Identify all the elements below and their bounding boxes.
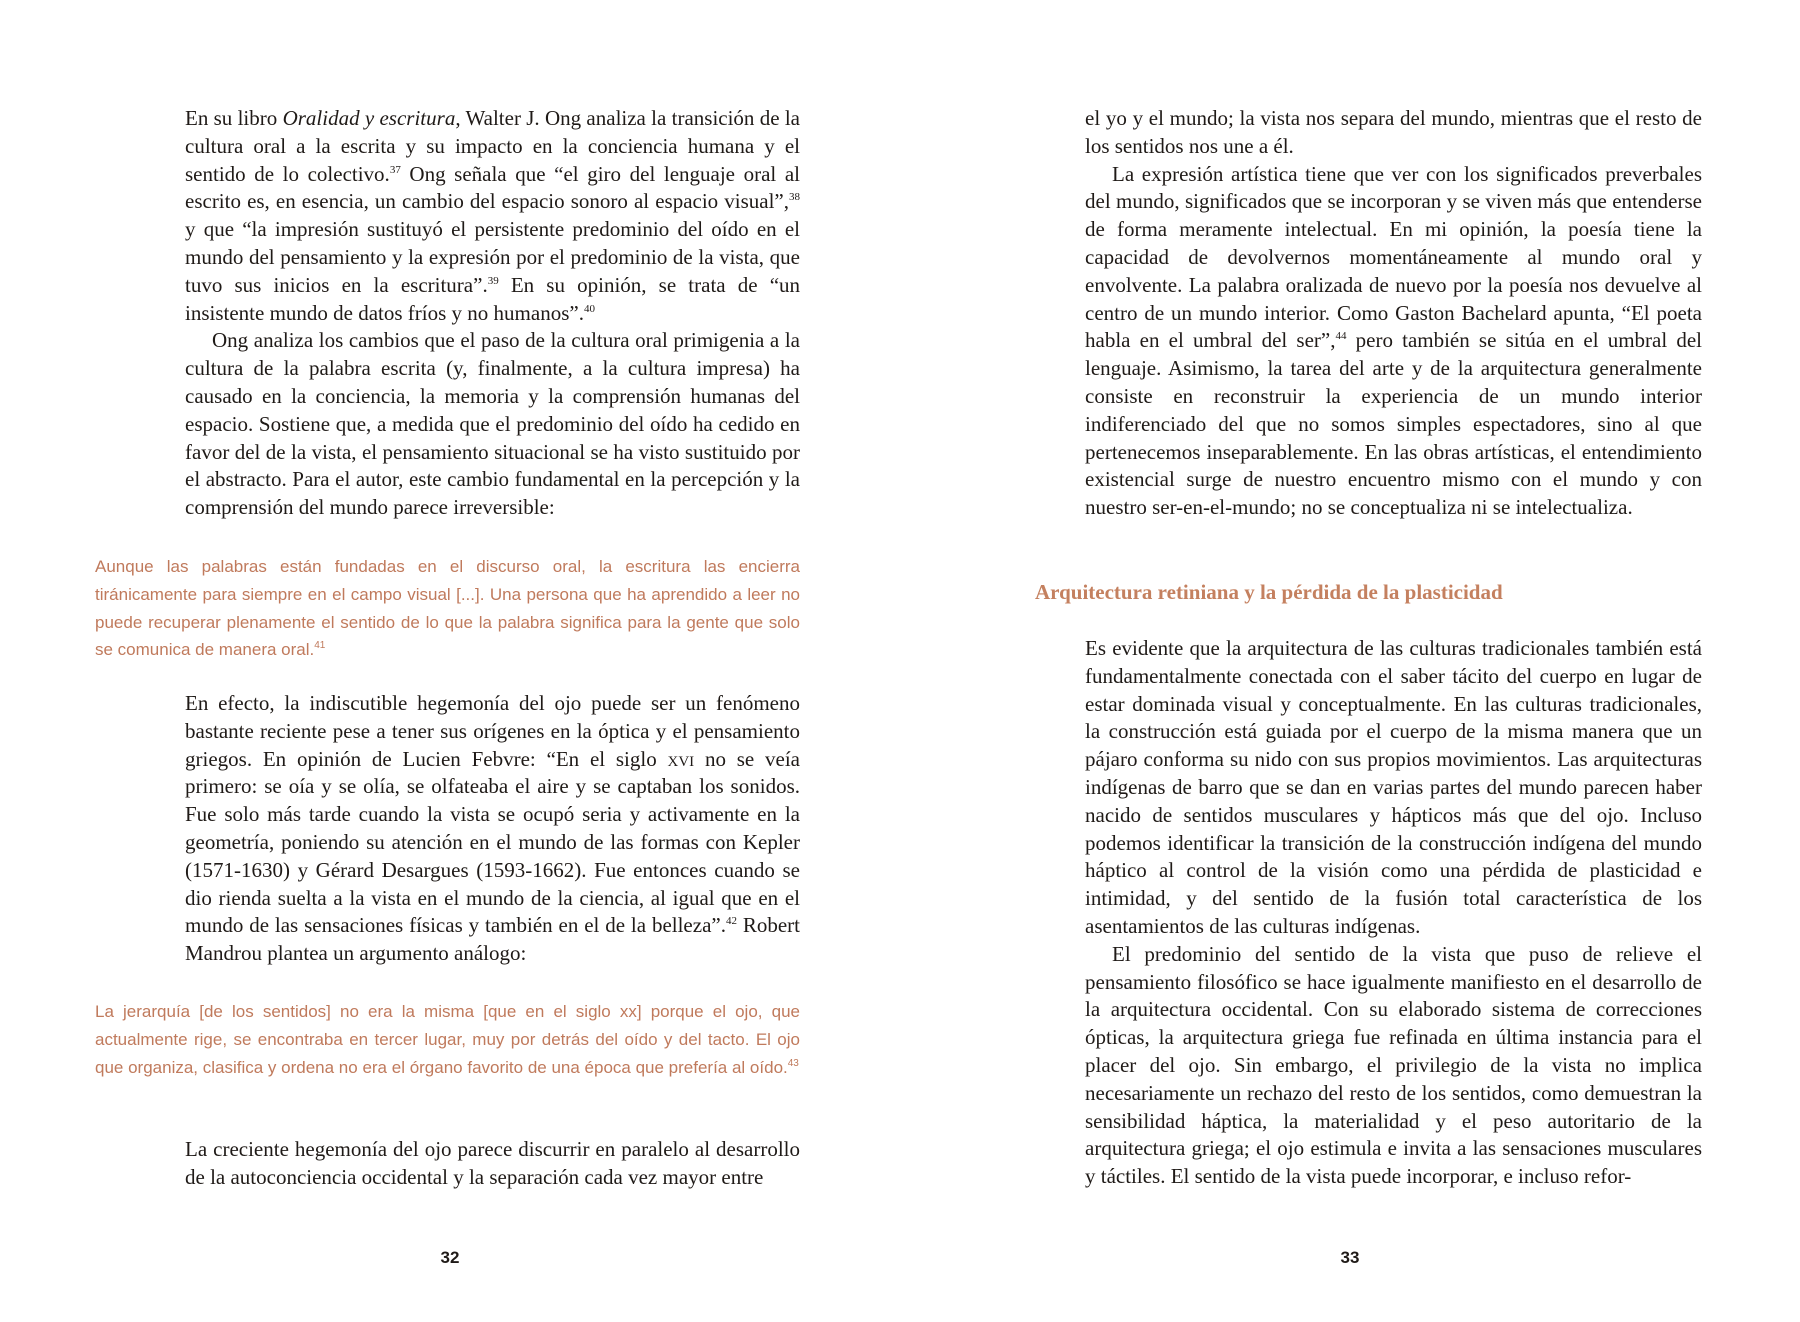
right-paragraph-1: el yo y el mundo; la vista nos separa del mundo, mientras que el resto de los sentidos nos une a él. — [1085, 106, 1702, 158]
right-page — [900, 0, 1800, 1322]
left-body-middle — [185, 690, 800, 968]
right-paragraph-4: El predominio del sentido de la vista que puso de relieve el pensamiento filosófico se hace igualmente manifiesto en el desarrollo de la arquitectura occidental. Con su elaborado sistema de correcciones ópticas, la arquitectura griega fue refinada en última instancia para el placer del ojo. Sin embargo, el privilegio de la vista no implica necesariamente un rechazo del resto de los sentidos, como demuestran la sensibilidad háptica, la materialidad y el peso autoritario de la arquitectura griega; el ojo estimula e invita a las sensaciones musculares y táctiles. El sentido de la vista puede incorporar, e incluso refor- — [1085, 941, 1702, 1189]
left-paragraph-2: Ong analiza los cambios que el paso de la cultura oral primigenia a la cultura de la palabra escrita (y, finalmente, a la cultura impresa) ha causado en la conciencia, la memoria y la comprensión humanas del espacio. Sostiene que, a medida que el predominio del oído ha cedido en favor del de la vista, el pensamiento situacional se ha visto sustituido por el abstracto. Para el autor, este cambio fundamental en la percepción y la comprensión del mundo parece irreversible: — [185, 328, 800, 520]
left-paragraph-3: En efecto, la indiscutible hegemonía del ojo puede ser un fenómeno bastante reciente pese a tener sus orígenes en la óptica y el pensamiento griegos. En opinión de Lucien Febvre: “En el siglo xvi no se veía primero: se oía y se olía, se olfateaba el aire y se captaban los sonidos. Fue solo más tarde cuando la vista se ocupó seria y activamente en la geometría, poniendo su atención en el mundo de las formas con Kepler (1571-1630) y Gérard Desargues (1593-1662). Fue entonces cuando se dio rienda suelta a la vista en el mundo de la ciencia, al igual que en el mundo de las sensaciones físicas y también en el de la belleza”.$^{42}$ Robert Mandrou plantea un argumento análogo: — [185, 691, 800, 966]
block-quote-2: La jerarquía [de los sentidos] no era la misma [que en el siglo xx] porque el ojo, que actualmente rige, se encontraba en tercer lugar, muy por detrás del oído y del tacto. El ojo que organiza, clasifica y ordena no era el órgano favorito de una época que prefería al oído.$^{43}$ — [95, 1002, 800, 1077]
left-body-top — [185, 105, 800, 522]
century-numeral: xvi — [667, 746, 695, 771]
section-heading: Arquitectura retiniana y la pérdida de la plasticidad — [1035, 580, 1503, 604]
footnote-ref-43[interactable]: 43 — [787, 1057, 799, 1069]
right-paragraph-2: La expresión artística tiene que ver con los significados preverbales del mundo, significados que se incorporan y se viven más que entenderse de forma meramente intelectual. En mi opinión, la poesía tiene la capacidad de devolvernos momentáneamente al mundo oral y envolvente. La palabra oralizada de nuevo por la poesía nos devuelve al centro de un mundo interior. Como Gaston Bachelard apunta, “El poeta habla en el umbral del ser”,$^{44}$ pero también se sitúa en el umbral del lenguaje. Asimismo, la tarea del arte y de la arquitectura generalmente consiste en reconstruir la experiencia de un mundo interior indiferenciado del que no somos simples espectadores, sino al que pertenecemos inseparablemente. En las obras artísticas, el entendimiento existencial surge de nuestro encuentro mismo con el mundo y con nuestro ser-en-el-mundo; no se conceptualiza ni se intelectualiza. — [1085, 161, 1702, 520]
footnote-ref-38[interactable]: 38 — [789, 191, 800, 204]
right-body-bottom — [1085, 635, 1702, 1191]
footnote-ref-37[interactable]: 37 — [389, 163, 401, 176]
footnote-ref-42[interactable]: 42 — [725, 915, 737, 928]
footnote-ref-41[interactable]: 41 — [314, 640, 326, 652]
left-paragraph-1: En su libro Oralidad y escritura, Walter J. Ong analiza la transición de la cultura oral a la escrita y su impacto en la conciencia humana y el sentido de lo colectivo.$^{37}$ Ong señala que “el giro del lenguaje oral al escrito es, en esencia, un cambio del espacio sonoro al espacio visual”,$^{38}$ y que “la impresión sustituyó el persistente predominio del oído en el mundo del pensamiento y la expresión por el predominio de la vista, que tuvo sus inicios en la escritura”.$^{39}$ En su opinión, se trata de “un insistente mundo de datos fríos y no humanos”.$^{40}$ — [185, 106, 801, 325]
footnote-ref-44[interactable]: 44 — [1335, 330, 1347, 343]
footnote-ref-39[interactable]: 39 — [487, 274, 499, 287]
left-body-bottom — [185, 1136, 800, 1192]
block-quote-1: Aunque las palabras están fundadas en el discurso oral, la escritura las encierra tiránicamente para siempre en el campo visual [...]. Una persona que ha aprendido a leer no puede recuperar plenamente el sentido de lo que la palabra significa para la gente que solo se comunica de manera oral.$^{41}$ — [95, 557, 800, 660]
right-body-top — [1085, 105, 1702, 522]
footnote-ref-40[interactable]: 40 — [583, 302, 595, 315]
page-number-right: 33 — [1340, 1248, 1360, 1267]
left-paragraph-4: La creciente hegemonía del ojo parece discurrir en paralelo al desarrollo de la autoconciencia occidental y la separación cada vez mayor entre — [185, 1137, 800, 1189]
page-number-left: 32 — [440, 1248, 460, 1267]
book-title: Oralidad y escritura — [282, 106, 456, 130]
right-paragraph-3: Es evidente que la arquitectura de las culturas tradicionales también está fundamentalmente conectada con el saber tácito del cuerpo en lugar de estar dominada visual y conceptualmente. En las culturas tradicionales, la construcción está guiada por el cuerpo de la misma manera que un pájaro conforma su nido con sus propios movimientos. Las arquitecturas indígenas de barro que se dan en varias partes del mundo parecen haber nacido de sentidos musculares y hápticos más que del ojo. Incluso podemos identificar la transición de la construcción indígena del mundo háptico al control de la visión como una pérdida de plasticidad e intimidad, y del sentido de la fusión total característica de los asentamientos de las culturas indígenas. — [1085, 636, 1702, 938]
